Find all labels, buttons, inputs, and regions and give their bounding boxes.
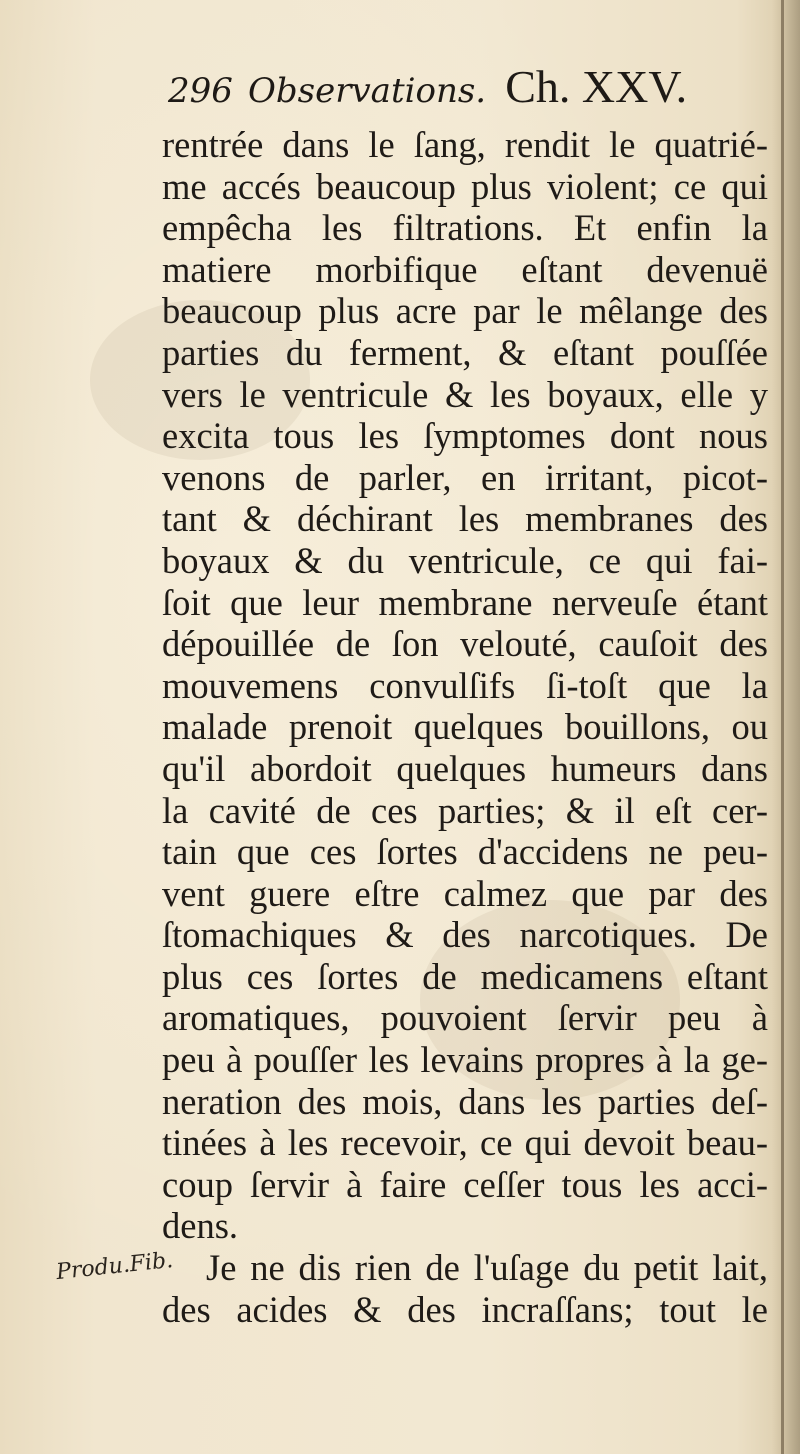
page-edge-shadow bbox=[772, 0, 800, 1454]
text-line: vers le ventricule & les boyaux, elle y bbox=[162, 373, 768, 415]
text-line: mouvemens convulſifs ſi-toſt que la bbox=[162, 664, 768, 706]
text-line: matiere morbifique eſtant devenuë bbox=[162, 248, 768, 290]
text-line: venons de parler, en irritant, picot- bbox=[162, 456, 768, 498]
text-line: boyaux & du ventricule, ce qui fai- bbox=[162, 539, 768, 581]
page-header bbox=[168, 60, 768, 120]
margin-note: Produ.Fib. bbox=[55, 1247, 175, 1286]
text-line: me accés beaucoup plus violent; ce qui bbox=[162, 165, 768, 207]
text-line: coup ſervir à faire ceſſer tous les acci- bbox=[162, 1163, 768, 1205]
text-line: beaucoup plus acre par le mêlange des bbox=[162, 290, 768, 332]
text-line: tain que ces ſortes d'accidens ne peu- bbox=[162, 831, 768, 873]
text-line: malade prenoit quelques bouillons, ou bbox=[162, 706, 768, 748]
text-line: rentrée dans le ſang, rendit le quatrié- bbox=[162, 124, 768, 165]
text-line: des acides & des incraſſans; tout le bbox=[162, 1288, 768, 1330]
body-text bbox=[162, 124, 768, 1330]
text-line: ſoit que leur membrane nerveuſe étant bbox=[162, 581, 768, 623]
text-line: tant & déchirant les membranes des bbox=[162, 498, 768, 540]
text-line: empêcha les filtrations. Et enfin la bbox=[162, 207, 768, 249]
running-head: Observations. bbox=[248, 71, 487, 111]
text-line: dens. bbox=[162, 1205, 239, 1247]
text-line: aromatiques, pouvoient ſervir peu à bbox=[162, 997, 768, 1039]
paragraph-start-line: Je ne dis rien de l'uſage du petit lait, bbox=[206, 1247, 768, 1289]
text-line: ſtomachiques & des narcotiques. De bbox=[162, 914, 768, 956]
text-line: la cavité de ces parties; & il eſt cer- bbox=[162, 789, 768, 831]
text-line: dépouillée de ſon velouté, cauſoit des bbox=[162, 623, 768, 665]
text-line: vent guere eſtre calmez que par des bbox=[162, 872, 768, 914]
chapter-label: Ch. XXV. bbox=[505, 61, 688, 112]
text-line: peu à pouſſer les levains propres à la ge- bbox=[162, 1039, 768, 1081]
page-fold-line bbox=[781, 0, 784, 1454]
page-number: 296 bbox=[168, 71, 233, 111]
text-line: excita tous les ſymptomes dont nous bbox=[162, 415, 768, 457]
text-line: plus ces ſortes de medicamens eſtant bbox=[162, 955, 768, 997]
text-line: parties du ferment, & eſtant pouſſée bbox=[162, 331, 768, 373]
text-line: tinées à les recevoir, ce qui devoit beau- bbox=[162, 1122, 768, 1164]
text-line: qu'il abordoit quelques humeurs dans bbox=[162, 747, 768, 789]
text-line: neration des mois, dans les parties deſ- bbox=[162, 1080, 768, 1122]
